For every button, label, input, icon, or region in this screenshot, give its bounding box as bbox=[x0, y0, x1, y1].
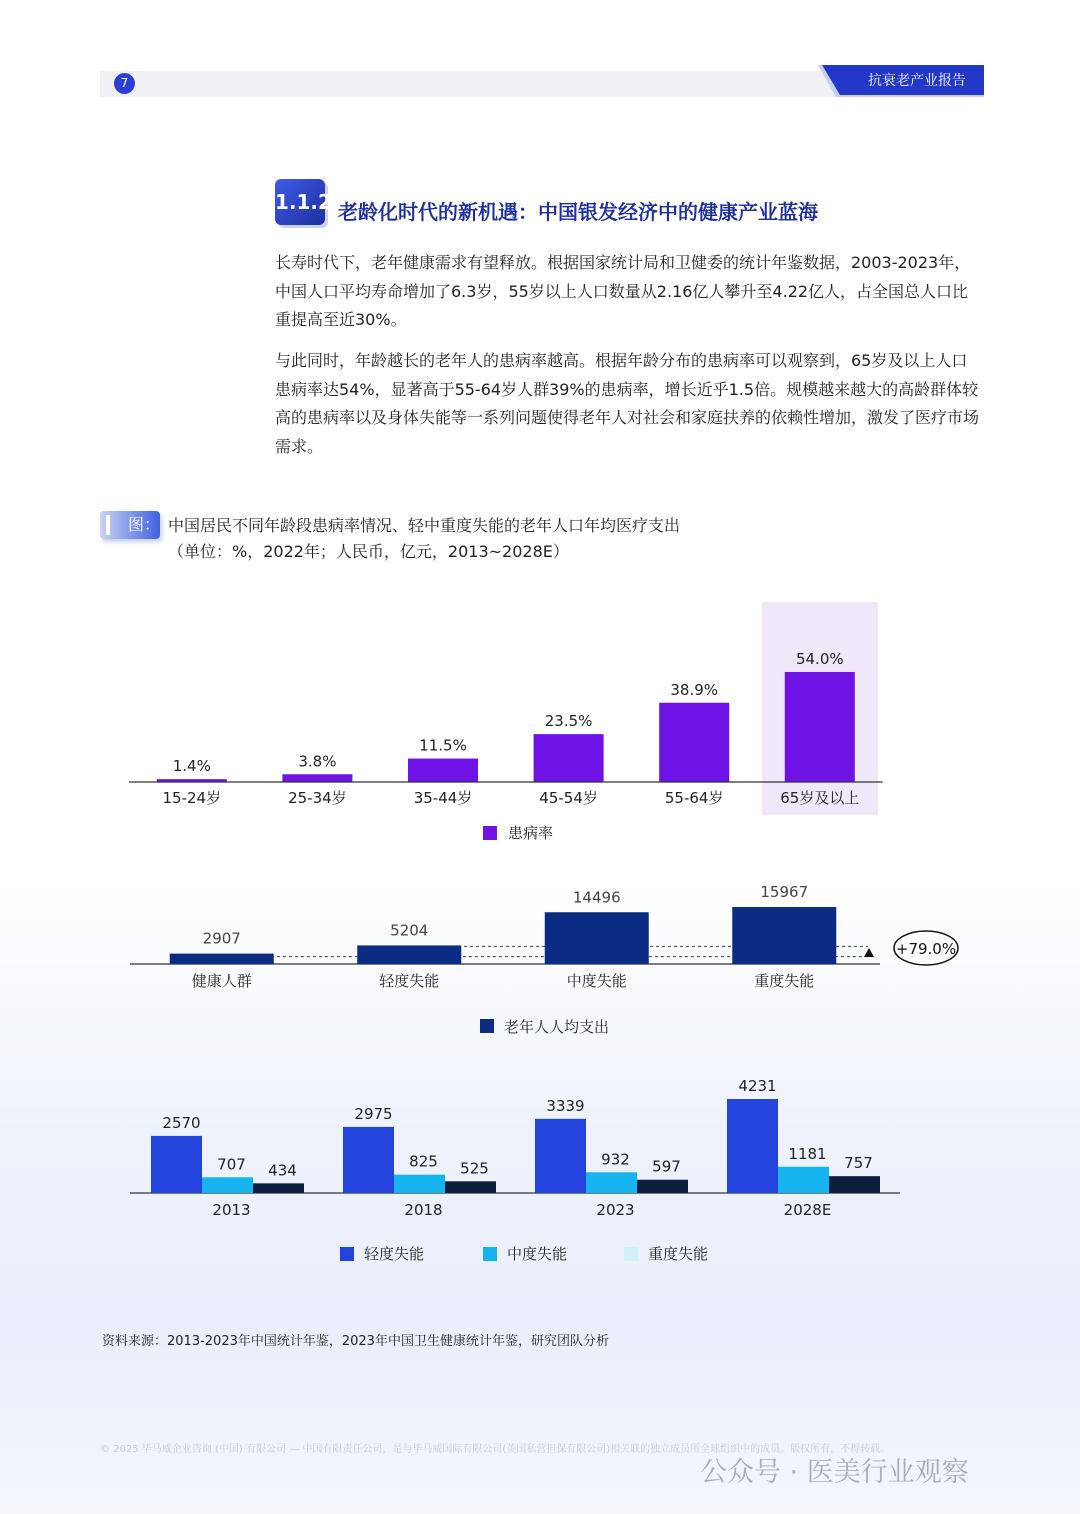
bar bbox=[202, 1177, 253, 1193]
bar bbox=[343, 1127, 394, 1193]
paragraph-2: 与此同时，年龄越长的老年人的患病率越高。根据年龄分布的患病率可以观察到，65岁及以上人口患病率达54%，显著高于55-64岁人群39%的患病率，增长近乎1.5倍。规模越来越大的高龄群体较高的患病率以及身体失能等一系列问题使得老年人对社会和家庭扶养的依赖性增加，激发了医疗市场需求。 bbox=[275, 351, 980, 456]
data-label: 5204 bbox=[390, 921, 429, 940]
bar bbox=[408, 759, 478, 782]
category-label: 2023 bbox=[596, 1201, 635, 1219]
category-label: 25-34岁 bbox=[288, 789, 347, 807]
data-label: 54.0% bbox=[795, 650, 844, 668]
data-label: 525 bbox=[460, 1159, 489, 1178]
page-number-badge: 7 bbox=[114, 73, 135, 94]
data-label: 932 bbox=[601, 1150, 630, 1169]
bar bbox=[727, 1099, 778, 1193]
category-label: 15-24岁 bbox=[162, 789, 222, 807]
data-label: 4231 bbox=[738, 1077, 777, 1095]
bar bbox=[586, 1172, 637, 1193]
bar bbox=[732, 907, 836, 964]
category-label: 轻度失能 bbox=[379, 972, 440, 990]
data-label: 14496 bbox=[572, 888, 621, 907]
bar bbox=[445, 1181, 496, 1193]
legend-label: 患病率 bbox=[508, 824, 554, 842]
data-label: 11.5% bbox=[419, 736, 467, 755]
bar bbox=[535, 1119, 586, 1193]
figure-subtitle: （单位：%，2022年；人民币，亿元，2013~2028E） bbox=[168, 542, 569, 561]
bar bbox=[151, 1136, 202, 1193]
category-label: 45-54岁 bbox=[539, 789, 598, 807]
category-label: 55-64岁 bbox=[664, 789, 724, 807]
expenditure-bar-chart bbox=[0, 870, 1080, 1050]
data-label: 707 bbox=[217, 1155, 246, 1174]
section-title: 老龄化时代的新机遇：中国银发经济中的健康产业蓝海 bbox=[338, 200, 818, 224]
data-label: 38.9% bbox=[670, 680, 719, 699]
data-label: 1181 bbox=[788, 1144, 827, 1163]
figure-title: 中国居民不同年龄段患病率情况、轻中重度失能的老年人口年均医疗支出 bbox=[168, 516, 681, 535]
data-label: 3.8% bbox=[298, 752, 337, 771]
watermark: 公众号 · 医美行业观察 bbox=[700, 1457, 969, 1488]
data-label: 15967 bbox=[760, 883, 809, 901]
category-label: 2018 bbox=[404, 1201, 443, 1219]
category-label: 中度失能 bbox=[566, 972, 627, 990]
data-label: 434 bbox=[268, 1161, 297, 1180]
legend-swatch bbox=[483, 826, 497, 840]
data-label: 1.4% bbox=[172, 757, 211, 776]
data-label: 23.5% bbox=[544, 712, 593, 731]
legend-swatch bbox=[340, 1247, 354, 1261]
category-label: 健康人群 bbox=[191, 972, 252, 990]
legend-label: 中度失能 bbox=[507, 1245, 568, 1263]
increase-arrow bbox=[864, 948, 874, 957]
paragraph-1: 长寿时代下，老年健康需求有望释放。根据国家统计局和卫健委的统计年鉴数据，2003-2023年，中国人口平均寿命增加了6.3岁，55岁以上人口数量从2.16亿人攀升至4.22亿人，占全国总人口比重提高至近30%。 bbox=[275, 253, 971, 329]
category-label: 2013 bbox=[212, 1201, 251, 1219]
bar bbox=[253, 1183, 304, 1193]
copyright-footer: © 2025 毕马威企业咨询 (中国) 有限公司 — 中国有限责任公司，是与毕马威国际有限公司(英国私营担保有限公司)相关联的独立成员所全球组织中的成员。版权所有，不得转载。 bbox=[100, 1444, 891, 1455]
legend-label: 老年人人均支出 bbox=[504, 1018, 610, 1036]
bar bbox=[170, 954, 274, 964]
data-label: 825 bbox=[409, 1152, 438, 1171]
data-label: 2975 bbox=[354, 1104, 393, 1123]
section-number-badge: 1.1.2 bbox=[275, 179, 325, 225]
category-label: 2028E bbox=[783, 1201, 832, 1219]
legend-swatch bbox=[480, 1019, 494, 1033]
figure-tag-label: 图： bbox=[128, 515, 161, 534]
bar bbox=[394, 1175, 445, 1193]
figure-tag-accent bbox=[106, 515, 110, 535]
report-title: 抗衰老产业报告 bbox=[868, 73, 966, 89]
bar bbox=[659, 703, 729, 782]
legend-swatch bbox=[624, 1247, 638, 1261]
legend-label: 轻度失能 bbox=[364, 1245, 425, 1263]
bar bbox=[534, 734, 604, 782]
bar bbox=[785, 672, 855, 782]
category-label: 65岁及以上 bbox=[780, 789, 860, 807]
data-label: 2570 bbox=[162, 1113, 201, 1132]
category-label: 35-44岁 bbox=[413, 789, 473, 807]
category-label: 重度失能 bbox=[754, 972, 815, 990]
disability-cost-grouped-bar-chart bbox=[0, 1065, 1080, 1275]
growth-annotation: +79.0% bbox=[895, 940, 957, 958]
legend-label: 重度失能 bbox=[648, 1245, 709, 1263]
data-label: 2907 bbox=[202, 929, 241, 948]
source-note: 资料来源：2013-2023年中国统计年鉴，2023年中国卫生健康统计年鉴，研究团队分析 bbox=[102, 1334, 609, 1349]
bar bbox=[778, 1167, 829, 1193]
bar bbox=[637, 1180, 688, 1193]
bar bbox=[357, 945, 461, 964]
prevalence-bar-chart bbox=[0, 590, 1080, 850]
data-label: 757 bbox=[844, 1154, 873, 1173]
bar bbox=[545, 912, 649, 964]
legend-swatch bbox=[483, 1247, 497, 1261]
bar bbox=[282, 774, 352, 782]
data-label: 597 bbox=[652, 1157, 681, 1176]
data-label: 3339 bbox=[546, 1096, 585, 1115]
bar bbox=[829, 1176, 880, 1193]
